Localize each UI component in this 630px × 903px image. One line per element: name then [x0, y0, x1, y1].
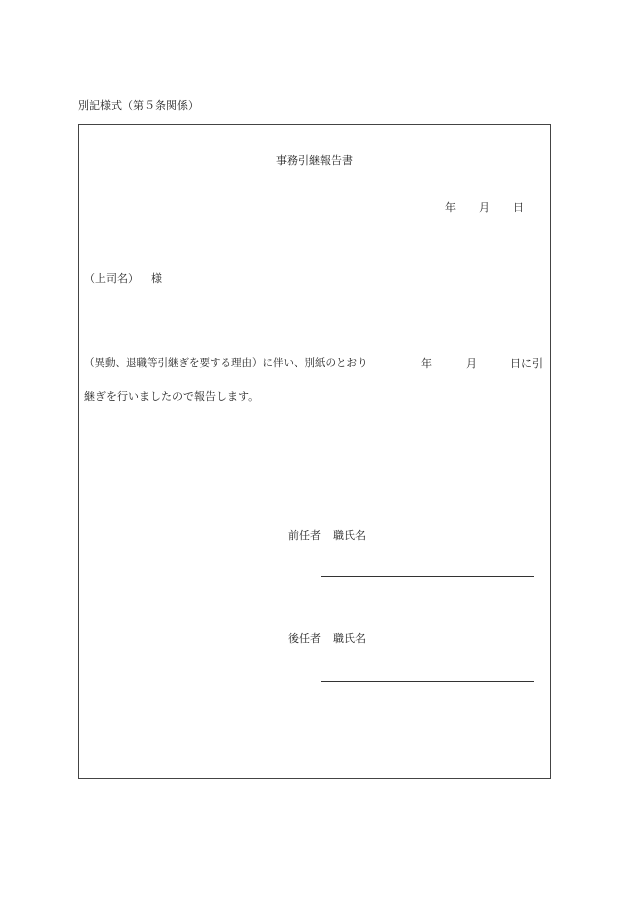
body-month-label: 月 [466, 357, 477, 370]
predecessor-signature-line[interactable] [321, 576, 534, 577]
date-month-label: 月 [479, 201, 490, 214]
body-day-suffix: 日に引 [510, 357, 543, 370]
document-title: 事務引継報告書 [276, 154, 353, 167]
date-day-label: 日 [513, 201, 524, 214]
successor-role: 後任者 [288, 632, 321, 645]
addressee-honorific: 様 [151, 272, 162, 285]
body-year-label: 年 [421, 357, 432, 370]
body-second-line: 継ぎを行いましたので報告します。 [84, 390, 260, 403]
body-reason-text: （異動、退職等引継ぎを要する理由）に伴い、別紙のとおり [84, 357, 368, 369]
successor-name-label: 職氏名 [333, 632, 366, 645]
form-label: 別記様式（第５条関係） [78, 99, 199, 112]
date-year-label: 年 [445, 201, 456, 214]
successor-signature-line[interactable] [321, 681, 534, 682]
predecessor-name-label: 職氏名 [333, 529, 366, 542]
addressee-name: （上司名） [84, 272, 139, 285]
predecessor-role: 前任者 [288, 529, 321, 542]
